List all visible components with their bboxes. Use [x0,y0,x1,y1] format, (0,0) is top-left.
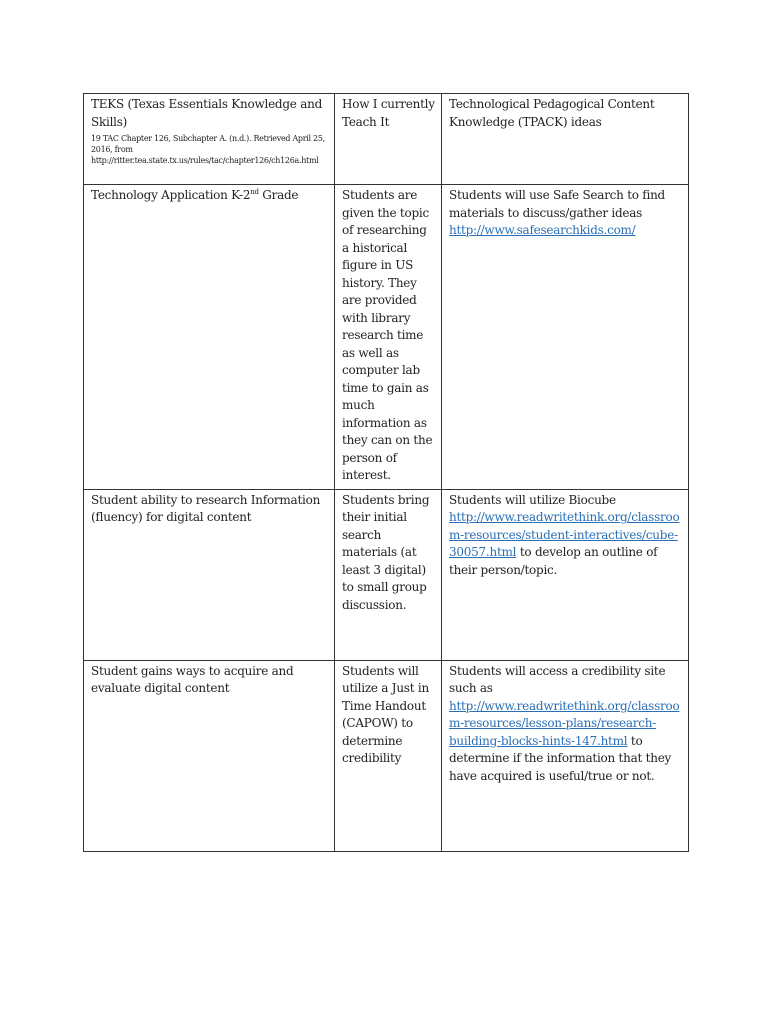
header-cell-teks [84,94,335,185]
header-teks-title: TEKS (Texas Essentials Knowledge and Skills) [91,97,323,129]
tpack-text-suffix: to develop an outline of their person/topic. [449,545,658,577]
tpack-link[interactable]: http://www.safesearchkids.com/ [449,223,636,237]
teach-cell [335,185,442,490]
teks-table [83,93,689,852]
tpack-link[interactable]: http://www.readwritethink.org/classroom-resources/student-interactives/cube-30057.html [449,510,680,559]
teks-cell [84,660,335,851]
table-row [84,489,689,660]
header-cell-tpack [442,94,689,185]
tpack-cell [442,489,689,660]
tpack-text: Students will utilize Biocube [449,492,616,507]
teks-superscript: nd [250,188,259,196]
teks-cell [84,185,335,490]
header-teach-title: How I currently Teach It [342,97,435,129]
teach-cell [335,660,442,851]
teach-text: Students are given the topic of researching a historical figure in US history. They are provided with library research time as well as computer lab time to gain as much information as they can on the person of interest. [342,188,433,482]
teks-cell [84,489,335,660]
teks-text: Student gains ways to acquire and evaluate digital content [91,663,294,695]
tpack-text-suffix: to determine if the information that they have acquired is useful/true or not. [449,733,672,783]
tpack-link[interactable]: http://www.readwritethink.org/classroom-resources/lesson-plans/research-building-blocks-hints-147.html [449,698,680,748]
tpack-text: Students will use Safe Search to find materials to discuss/gather ideas [449,188,665,220]
teach-cell [335,489,442,660]
header-tpack-title: Technological Pedagogical Content Knowledge (TPACK) ideas [449,97,655,129]
teks-citation: 19 TAC Chapter 126, Subchapter A. (n.d.). Retrieved April 25, 2016, from http://ritter.tea.state.tx.us/rules/tac/chapter126/ch126a.html [91,134,325,165]
teks-text-suffix: Grade [258,188,299,202]
table-row [84,185,689,490]
tpack-cell [442,185,689,490]
teks-text: Technology Application K-2 [91,188,251,202]
tpack-cell [442,660,689,851]
teach-text: Students bring their initial search materials (at least 3 digital) to small group discussion. [342,492,430,612]
teks-text: Student ability to research Information (fluency) for digital content [91,492,321,524]
table-header-row [84,94,689,185]
teach-text: Students will utilize a Just in Time Handout (CAPOW) to determine credibility [342,663,429,765]
table-row [84,660,689,851]
tpack-text: Students will access a credibility site such as [449,663,666,695]
header-cell-teach [335,94,442,185]
